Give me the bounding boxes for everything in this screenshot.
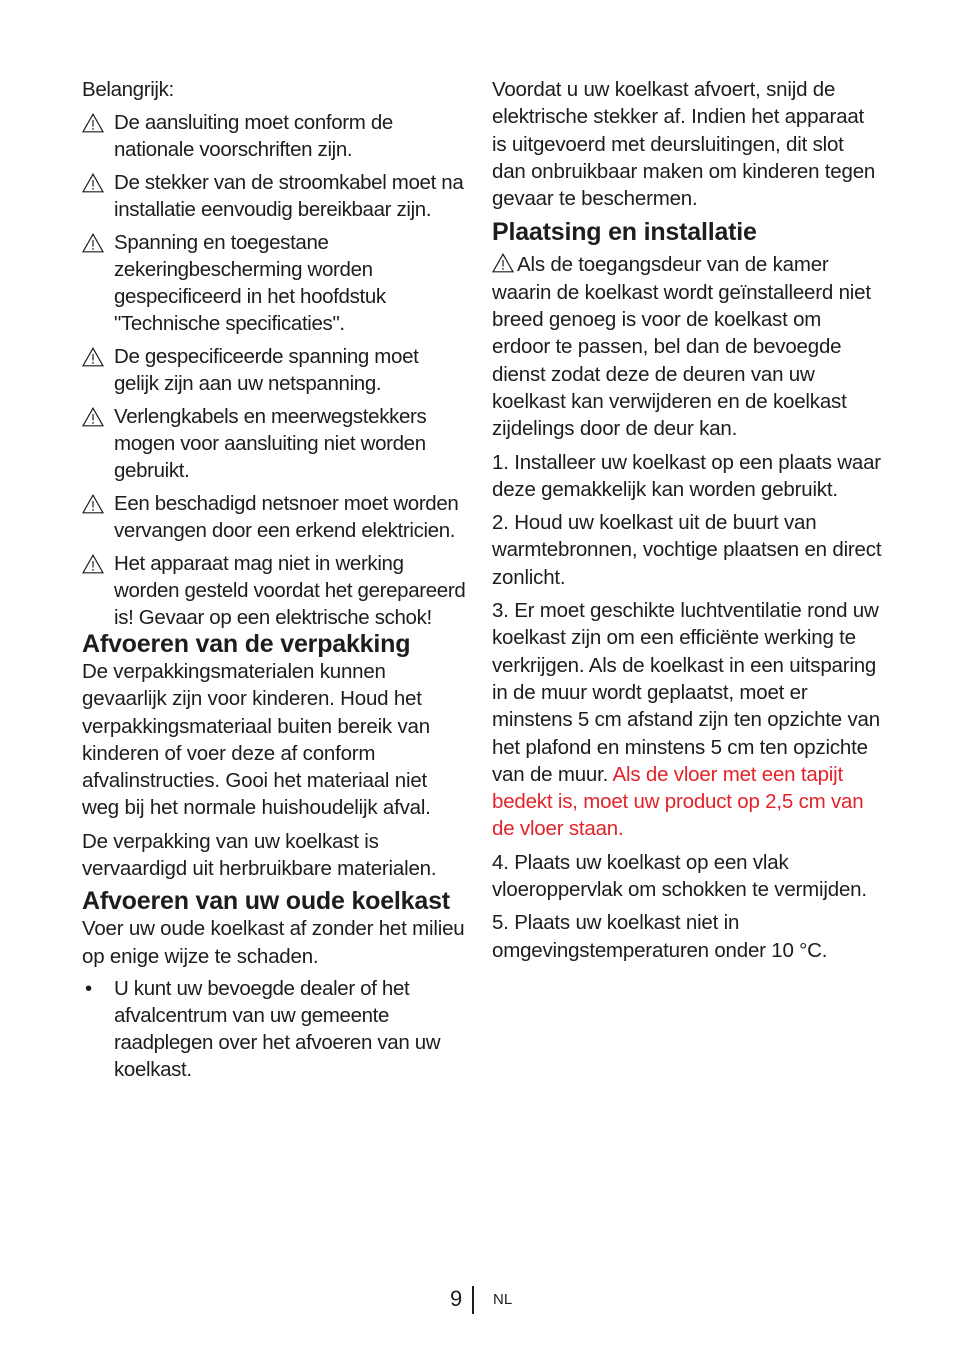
list-item: 2. Houd uw koelkast uit de buurt van warmtebronnen, vochtige plaatsen en direct zonlicht. [492, 511, 882, 589]
section-heading-packaging: Afvoeren van de verpakking [82, 630, 411, 658]
intro-label: Belangrijk: [82, 78, 174, 101]
paragraph: De verpakking van uw koelkast is vervaardigd uit herbruikbare materialen. [82, 829, 437, 881]
warning-text: Het apparaat mag niet in werking worden gesteld voordat het gerepareerd is! Gevaar op een elektrische schok! [114, 552, 466, 629]
warning-text: Een beschadigd netsnoer moet worden vervangen door een erkend elektricien. [114, 492, 459, 542]
warning-text: Als de toegangsdeur van de kamer waarin de koelkast wordt geïnstalleerd niet breed genoeg is voor de koelkast om erdoor te passen, bel dan de bevoegde dienst zodat deze de deuren van uw koelkast kan verwijderen en de koelkast zijdelings door de deur kan. [492, 253, 871, 441]
warning-item [82, 490, 466, 544]
warning-paragraph [492, 251, 882, 442]
warning-triangle-icon [492, 253, 514, 273]
warning-text: Verlengkabels en meerwegstekkers mogen voor aansluiting niet worden gebruikt. [114, 405, 427, 482]
page-number: 9 [450, 1286, 463, 1311]
warning-item [82, 343, 466, 397]
list-item: 4. Plaats uw koelkast op een vlak vloeroppervlak om schokken te vermijden. [492, 850, 867, 902]
warning-triangle-icon [82, 233, 104, 253]
language-code: NL [493, 1291, 513, 1308]
warning-item [82, 109, 466, 163]
warning-triangle-icon [82, 173, 104, 193]
section-heading-old-fridge: Afvoeren van uw oude koelkast [82, 887, 450, 916]
list-item: 5. Plaats uw koelkast niet in omgevingstemperaturen onder 10 °C. [492, 911, 828, 962]
paragraph: De verpakkingsmaterialen kunnen gevaarlijk zijn voor kinderen. Houd het verpakkingsmateriaal buiten bereik van kinderen of voer deze af conform afvalinstructies. Gooi het materiaal niet weg bij het normale huishoudelijk afval. [82, 660, 431, 820]
bullet-text: U kunt uw bevoegde dealer of het afvalcentrum van uw gemeente raadplegen over het afvoeren van uw koelkast. [114, 976, 441, 1081]
list-item-text: 3. Er moet geschikte luchtventilatie rond uw koelkast zijn om een efficiënte werking te verkrijgen. Als de koelkast in een uitsparing in de muur wordt geplaatst, moet er minstens 5 cm afstand zijn ten opzichte van het plafond en minstens 5 cm ten opzichte van de muur. [492, 599, 880, 786]
bullet-icon: • [85, 976, 92, 1000]
section-heading-placement: Plaatsing en installatie [492, 218, 757, 247]
paragraph: Voer uw oude koelkast af zonder het milieu op enige wijze te schaden. [82, 917, 465, 968]
list-item [492, 597, 882, 843]
warning-triangle-icon [82, 113, 104, 133]
bullet-item [82, 975, 466, 1083]
paragraph: Voordat u uw koelkast afvoert, snijd de elektrische stekker af. Indien het apparaat is uitgevoerd met deursluitingen, dit slot dan onbruikbaar maken om kinderen tegen gevaar te beschermen. [492, 78, 876, 211]
warning-item [82, 229, 466, 337]
warning-triangle-icon [82, 347, 104, 367]
warning-text: De stekker van de stroomkabel moet na installatie eenvoudig bereikbaar zijn. [114, 171, 464, 221]
warning-triangle-icon [82, 494, 104, 514]
footer-divider [472, 1286, 474, 1314]
warning-item [82, 550, 466, 631]
left-column [82, 76, 466, 1083]
list-item: 1. Installeer uw koelkast op een plaats waar deze gemakkelijk kan worden gebruikt. [492, 450, 881, 501]
warning-item [82, 169, 466, 223]
warning-triangle-icon [82, 554, 104, 574]
warning-item [82, 403, 466, 484]
warning-text: Spanning en toegestane zekeringbescherming worden gespecificeerd in het hoofdstuk "Technische specificaties". [114, 231, 386, 335]
right-column [492, 76, 882, 964]
warning-text: De gespecificeerde spanning moet gelijk zijn aan uw netspanning. [114, 345, 419, 395]
warning-triangle-icon [82, 407, 104, 427]
highlight-text: Als de vloer met een tapijt bedekt is, moet uw product op 2,5 cm van de vloer staan. [492, 762, 864, 841]
warning-text: De aansluiting moet conform de nationale voorschriften zijn. [114, 111, 393, 161]
